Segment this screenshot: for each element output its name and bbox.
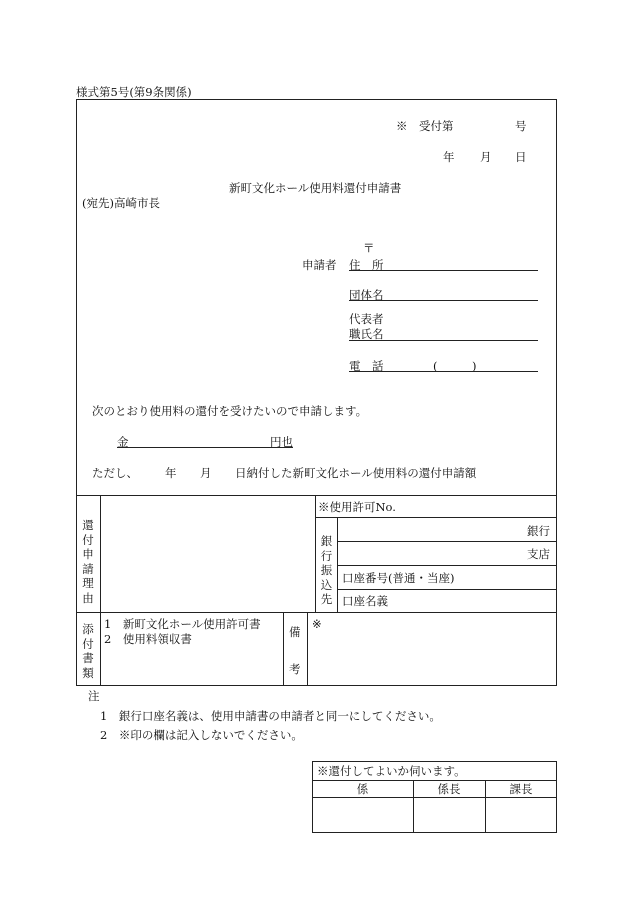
address-label: 住 所 bbox=[349, 258, 384, 272]
remarks-mark: ※ bbox=[312, 617, 322, 631]
note-1: 1 銀行口座名義は、使用申請書の申請者と同一にしてください。 bbox=[100, 709, 441, 723]
amount-field[interactable] bbox=[117, 447, 293, 448]
date-year-label: 年 bbox=[443, 150, 455, 164]
permit-number-label: ※使用許可No. bbox=[318, 500, 396, 514]
table-mid-line bbox=[76, 612, 557, 613]
phone-label: 電 話 bbox=[349, 359, 384, 373]
account-number-label: 口座番号(普通・当座) bbox=[342, 571, 455, 585]
addressee: (宛先)高崎市長 bbox=[82, 196, 160, 210]
attachment-item-1: 1 新町文化ホール使用許可書 bbox=[104, 617, 261, 631]
attachment-item-2: 2 使用料領収書 bbox=[104, 632, 192, 646]
request-statement: 次のとおり使用料の還付を受けたいので申請します。 bbox=[92, 404, 368, 418]
representative-field[interactable] bbox=[349, 340, 538, 341]
applicant-label: 申請者 bbox=[302, 258, 337, 272]
attachments-divider bbox=[283, 612, 284, 686]
permit-row-line bbox=[315, 517, 557, 518]
notes-heading: 注 bbox=[88, 689, 100, 703]
proviso-prefix: ただし、 bbox=[92, 466, 138, 480]
date-month-label: 月 bbox=[480, 150, 492, 164]
approval-stamp-staff[interactable] bbox=[313, 798, 413, 832]
representative-label: 代表者 bbox=[349, 312, 384, 326]
approval-title-line bbox=[312, 780, 557, 781]
branch-row-line bbox=[337, 565, 557, 566]
approval-title: ※還付してよいか伺います。 bbox=[317, 764, 466, 778]
approval-col-manager: 課長 bbox=[509, 782, 533, 796]
receipt-number-label: ※ 受付第 bbox=[396, 119, 454, 133]
attachments-label: 添付書類 bbox=[82, 622, 94, 680]
remarks-label-top: 備 bbox=[289, 625, 301, 639]
account-number-row-line bbox=[337, 589, 557, 590]
amount-prefix: 金 bbox=[117, 435, 129, 449]
bank-transfer-label: 銀行振込先 bbox=[320, 534, 333, 606]
group-name-field[interactable] bbox=[349, 300, 538, 301]
remarks-divider bbox=[307, 612, 308, 686]
date-day-label: 日 bbox=[515, 150, 527, 164]
note-2: 2 ※印の欄は記入しないでください。 bbox=[100, 728, 303, 742]
remarks-label-bottom: 考 bbox=[289, 662, 301, 676]
branch-name-suffix: 支店 bbox=[527, 547, 550, 561]
proviso-month: 月 bbox=[200, 466, 212, 480]
bank-row-line bbox=[337, 541, 557, 542]
refund-reason-field[interactable] bbox=[101, 496, 314, 611]
approval-stamp-chief[interactable] bbox=[414, 798, 485, 832]
document-title: 新町文化ホール使用料還付申請書 bbox=[229, 181, 402, 195]
group-name-label: 団体名 bbox=[349, 288, 384, 302]
account-holder-label: 口座名義 bbox=[342, 594, 388, 608]
representative-title-name-label: 職氏名 bbox=[349, 327, 384, 341]
proviso-year: 年 bbox=[165, 466, 177, 480]
address-field[interactable] bbox=[349, 270, 538, 271]
bank-name-suffix: 銀行 bbox=[527, 524, 550, 538]
form-number: 様式第5号(第9条関係) bbox=[76, 85, 192, 99]
amount-suffix: 円也 bbox=[270, 435, 293, 449]
postal-mark: 〒 bbox=[363, 241, 375, 255]
phone-field[interactable] bbox=[349, 371, 538, 372]
refund-reason-label: 還付申請理由 bbox=[82, 518, 94, 605]
approval-col-staff: 係 bbox=[356, 782, 369, 796]
proviso-text: 日納付した新町文化ホール使用料の還付申請額 bbox=[235, 466, 477, 480]
approval-col-chief: 係長 bbox=[437, 782, 461, 796]
receipt-number-suffix: 号 bbox=[515, 119, 527, 133]
approval-stamp-manager[interactable] bbox=[486, 798, 556, 832]
phone-area-code: ( ) bbox=[433, 359, 477, 373]
